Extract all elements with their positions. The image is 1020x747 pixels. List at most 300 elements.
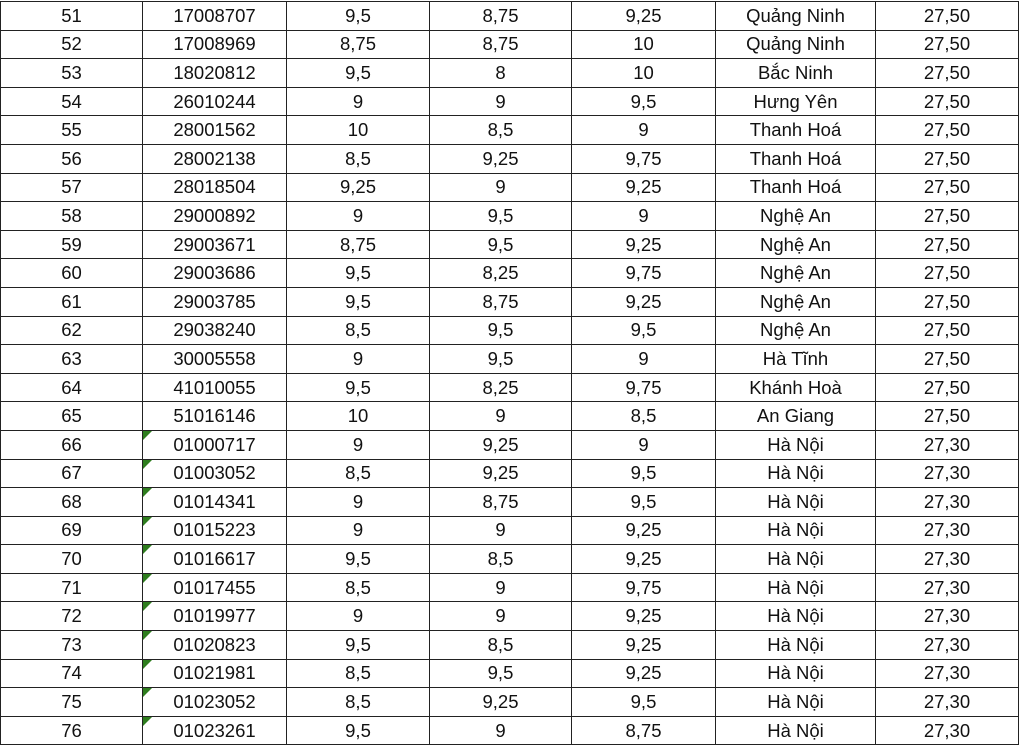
- score-subject-3-cell[interactable]: [572, 688, 716, 717]
- cell-value: 41010055: [173, 376, 256, 398]
- province-cell[interactable]: [716, 116, 876, 145]
- row-number-cell[interactable]: [1, 316, 143, 345]
- province-cell[interactable]: [716, 573, 876, 602]
- score-subject-2-cell[interactable]: [430, 402, 572, 431]
- row-number-cell[interactable]: [1, 459, 143, 488]
- candidate-id-cell[interactable]: [143, 631, 287, 660]
- cell-value: 67: [61, 462, 82, 484]
- province-cell[interactable]: [716, 173, 876, 202]
- cell-value: 53: [61, 61, 82, 83]
- total-score-cell[interactable]: [876, 488, 1019, 517]
- province-cell[interactable]: [716, 402, 876, 431]
- candidate-id-cell[interactable]: [143, 202, 287, 231]
- score-subject-3-cell[interactable]: [572, 173, 716, 202]
- text-format-flag-icon: [143, 660, 152, 669]
- total-score-cell[interactable]: [876, 402, 1019, 431]
- total-score-cell[interactable]: [876, 116, 1019, 145]
- cell-value: An Giang: [756, 405, 835, 427]
- table-row[interactable]: [1, 144, 1019, 173]
- province-cell[interactable]: [716, 259, 876, 288]
- cell-value: 8,5: [487, 119, 514, 141]
- cell-value: 51016146: [173, 405, 256, 427]
- cell-value: 66: [61, 433, 82, 455]
- score-subject-2-cell[interactable]: [430, 316, 572, 345]
- cell-value: 28001562: [173, 119, 256, 141]
- row-number-cell[interactable]: [1, 573, 143, 602]
- row-number-cell[interactable]: [1, 545, 143, 574]
- total-score-cell[interactable]: [876, 230, 1019, 259]
- table-row[interactable]: [1, 459, 1019, 488]
- row-number-cell[interactable]: [1, 202, 143, 231]
- score-subject-3-cell[interactable]: [572, 631, 716, 660]
- table-row[interactable]: [1, 2, 1019, 31]
- score-subject-1-cell[interactable]: [287, 373, 430, 402]
- province-cell[interactable]: [716, 631, 876, 660]
- table-row[interactable]: [1, 230, 1019, 259]
- total-score-cell[interactable]: [876, 202, 1019, 231]
- score-subject-1-cell[interactable]: [287, 30, 430, 59]
- score-table: [0, 1, 1019, 745]
- cell-value: 9: [352, 90, 364, 112]
- total-score-cell[interactable]: [876, 459, 1019, 488]
- cell-value: 27,30: [923, 490, 971, 512]
- score-subject-1-cell[interactable]: [287, 87, 430, 116]
- total-score-cell[interactable]: [876, 345, 1019, 374]
- province-cell[interactable]: [716, 488, 876, 517]
- score-subject-3-cell[interactable]: [572, 430, 716, 459]
- cell-value: 01000717: [173, 433, 256, 455]
- row-number-cell[interactable]: [1, 516, 143, 545]
- score-subject-1-cell[interactable]: [287, 716, 430, 745]
- row-number-cell[interactable]: [1, 144, 143, 173]
- cell-value: 54: [61, 90, 82, 112]
- candidate-id-cell[interactable]: [143, 116, 287, 145]
- cell-value: 55: [61, 119, 82, 141]
- total-score-cell[interactable]: [876, 430, 1019, 459]
- cell-value: Thanh Hoá: [749, 119, 842, 141]
- cell-value: 8,75: [339, 233, 376, 255]
- cell-value: 58: [61, 204, 82, 226]
- row-number-cell[interactable]: [1, 287, 143, 316]
- candidate-id-cell[interactable]: [143, 459, 287, 488]
- total-score-cell[interactable]: [876, 30, 1019, 59]
- cell-value: 9: [352, 433, 364, 455]
- cell-value: Hưng Yên: [753, 90, 838, 112]
- score-subject-3-cell[interactable]: [572, 30, 716, 59]
- province-cell[interactable]: [716, 345, 876, 374]
- table-row[interactable]: [1, 602, 1019, 631]
- cell-value: 27,30: [923, 605, 971, 627]
- cell-value: 8,75: [339, 33, 376, 55]
- cell-value: 9,5: [487, 233, 514, 255]
- score-subject-3-cell[interactable]: [572, 345, 716, 374]
- candidate-id-cell[interactable]: [143, 516, 287, 545]
- cell-value: 9,25: [625, 662, 662, 684]
- cell-value: 71: [61, 576, 82, 598]
- score-subject-3-cell[interactable]: [572, 87, 716, 116]
- score-subject-1-cell[interactable]: [287, 402, 430, 431]
- score-subject-1-cell[interactable]: [287, 259, 430, 288]
- score-subject-2-cell[interactable]: [430, 87, 572, 116]
- row-number-cell[interactable]: [1, 116, 143, 145]
- province-cell[interactable]: [716, 2, 876, 31]
- score-subject-1-cell[interactable]: [287, 545, 430, 574]
- table-row[interactable]: [1, 688, 1019, 717]
- cell-value: 27,30: [923, 519, 971, 541]
- score-subject-1-cell[interactable]: [287, 173, 430, 202]
- row-number-cell[interactable]: [1, 688, 143, 717]
- cell-value: 27,50: [923, 376, 971, 398]
- score-subject-3-cell[interactable]: [572, 602, 716, 631]
- candidate-id-cell[interactable]: [143, 488, 287, 517]
- candidate-id-cell[interactable]: [143, 345, 287, 374]
- province-cell[interactable]: [716, 459, 876, 488]
- table-row[interactable]: [1, 259, 1019, 288]
- score-subject-3-cell[interactable]: [572, 59, 716, 88]
- score-subject-2-cell[interactable]: [430, 373, 572, 402]
- total-score-cell[interactable]: [876, 144, 1019, 173]
- row-number-cell[interactable]: [1, 345, 143, 374]
- table-row[interactable]: [1, 631, 1019, 660]
- score-subject-1-cell[interactable]: [287, 345, 430, 374]
- row-number-cell[interactable]: [1, 716, 143, 745]
- province-cell[interactable]: [716, 516, 876, 545]
- row-number-cell[interactable]: [1, 230, 143, 259]
- cell-value: 65: [61, 405, 82, 427]
- score-subject-3-cell[interactable]: [572, 373, 716, 402]
- province-cell[interactable]: [716, 87, 876, 116]
- score-subject-3-cell[interactable]: [572, 116, 716, 145]
- row-number-cell[interactable]: [1, 430, 143, 459]
- score-subject-3-cell[interactable]: [572, 545, 716, 574]
- total-score-cell[interactable]: [876, 716, 1019, 745]
- cell-value: 01014341: [173, 490, 256, 512]
- total-score-cell[interactable]: [876, 516, 1019, 545]
- score-subject-1-cell[interactable]: [287, 59, 430, 88]
- score-subject-3-cell[interactable]: [572, 402, 716, 431]
- province-cell[interactable]: [716, 688, 876, 717]
- candidate-id-cell[interactable]: [143, 716, 287, 745]
- province-cell[interactable]: [716, 545, 876, 574]
- cell-value: 01016617: [173, 548, 256, 570]
- province-cell[interactable]: [716, 202, 876, 231]
- province-cell[interactable]: [716, 287, 876, 316]
- score-subject-3-cell[interactable]: [572, 659, 716, 688]
- text-format-flag-icon: [143, 488, 152, 497]
- score-subject-2-cell[interactable]: [430, 716, 572, 745]
- cell-value: 9,75: [625, 147, 662, 169]
- candidate-id-cell[interactable]: [143, 573, 287, 602]
- score-subject-2-cell[interactable]: [430, 59, 572, 88]
- score-subject-2-cell[interactable]: [430, 545, 572, 574]
- score-subject-3-cell[interactable]: [572, 573, 716, 602]
- score-subject-3-cell[interactable]: [572, 202, 716, 231]
- cell-value: 27,30: [923, 576, 971, 598]
- total-score-cell[interactable]: [876, 602, 1019, 631]
- score-subject-1-cell[interactable]: [287, 573, 430, 602]
- cell-value: 17008969: [173, 33, 256, 55]
- row-number-cell[interactable]: [1, 87, 143, 116]
- score-subject-3-cell[interactable]: [572, 230, 716, 259]
- score-subject-1-cell[interactable]: [287, 2, 430, 31]
- score-subject-3-cell[interactable]: [572, 716, 716, 745]
- score-subject-2-cell[interactable]: [430, 488, 572, 517]
- candidate-id-cell[interactable]: [143, 2, 287, 31]
- score-subject-2-cell[interactable]: [430, 345, 572, 374]
- cell-value: 27,30: [923, 633, 971, 655]
- score-subject-2-cell[interactable]: [430, 602, 572, 631]
- cell-value: 27,50: [923, 233, 971, 255]
- total-score-cell[interactable]: [876, 545, 1019, 574]
- cell-value: Hà Nội: [767, 576, 824, 598]
- score-subject-1-cell[interactable]: [287, 430, 430, 459]
- score-subject-3-cell[interactable]: [572, 316, 716, 345]
- text-format-flag-icon: [143, 545, 152, 554]
- total-score-cell[interactable]: [876, 659, 1019, 688]
- cell-value: Quảng Ninh: [746, 4, 845, 26]
- cell-value: 27,50: [923, 61, 971, 83]
- cell-value: 01019977: [173, 605, 256, 627]
- row-number-cell[interactable]: [1, 173, 143, 202]
- table-row[interactable]: [1, 59, 1019, 88]
- candidate-id-cell[interactable]: [143, 59, 287, 88]
- province-cell[interactable]: [716, 602, 876, 631]
- score-subject-1-cell[interactable]: [287, 316, 430, 345]
- cell-value: 8,5: [487, 633, 514, 655]
- cell-value: 8,5: [487, 548, 514, 570]
- cell-value: 75: [61, 691, 82, 713]
- cell-value: 9: [495, 576, 506, 598]
- score-subject-2-cell[interactable]: [430, 430, 572, 459]
- row-number-cell[interactable]: [1, 488, 143, 517]
- table-row[interactable]: [1, 573, 1019, 602]
- province-cell[interactable]: [716, 430, 876, 459]
- cell-value: 9: [352, 347, 364, 369]
- candidate-id-cell[interactable]: [143, 230, 287, 259]
- total-score-cell[interactable]: [876, 373, 1019, 402]
- table-row[interactable]: [1, 30, 1019, 59]
- cell-value: 9: [495, 605, 506, 627]
- score-subject-2-cell[interactable]: [430, 573, 572, 602]
- table-row[interactable]: [1, 87, 1019, 116]
- cell-value: 9,25: [625, 519, 662, 541]
- candidate-id-cell[interactable]: [143, 402, 287, 431]
- row-number-cell[interactable]: [1, 2, 143, 31]
- cell-value: 9,5: [345, 4, 371, 26]
- cell-value: 9,25: [482, 433, 519, 455]
- row-number-cell[interactable]: [1, 631, 143, 660]
- cell-value: 9,5: [630, 319, 657, 341]
- cell-value: 8,5: [345, 691, 371, 713]
- table-row[interactable]: [1, 430, 1019, 459]
- score-subject-1-cell[interactable]: [287, 688, 430, 717]
- total-score-cell[interactable]: [876, 573, 1019, 602]
- cell-value: 9,25: [625, 605, 662, 627]
- cell-value: 01023261: [173, 719, 256, 741]
- cell-value: 74: [61, 662, 82, 684]
- score-subject-3-cell[interactable]: [572, 287, 716, 316]
- cell-value: 10: [347, 119, 369, 141]
- candidate-id-cell[interactable]: [143, 144, 287, 173]
- total-score-cell[interactable]: [876, 59, 1019, 88]
- score-subject-1-cell[interactable]: [287, 144, 430, 173]
- cell-value: 26010244: [173, 90, 256, 112]
- total-score-cell[interactable]: [876, 2, 1019, 31]
- table-row[interactable]: [1, 716, 1019, 745]
- table-row[interactable]: [1, 202, 1019, 231]
- cell-value: 52: [61, 33, 82, 55]
- candidate-id-cell[interactable]: [143, 30, 287, 59]
- score-subject-1-cell[interactable]: [287, 516, 430, 545]
- row-number-cell[interactable]: [1, 259, 143, 288]
- province-cell[interactable]: [716, 373, 876, 402]
- score-subject-2-cell[interactable]: [430, 2, 572, 31]
- cell-value: 01020823: [173, 633, 256, 655]
- table-row[interactable]: [1, 373, 1019, 402]
- table-row[interactable]: [1, 173, 1019, 202]
- candidate-id-cell[interactable]: [143, 688, 287, 717]
- cell-value: 9: [495, 176, 506, 198]
- province-cell[interactable]: [716, 30, 876, 59]
- text-format-flag-icon: [143, 517, 152, 526]
- total-score-cell[interactable]: [876, 173, 1019, 202]
- score-subject-3-cell[interactable]: [572, 516, 716, 545]
- candidate-id-cell[interactable]: [143, 316, 287, 345]
- score-subject-2-cell[interactable]: [430, 202, 572, 231]
- score-subject-3-cell[interactable]: [572, 259, 716, 288]
- province-cell[interactable]: [716, 716, 876, 745]
- total-score-cell[interactable]: [876, 631, 1019, 660]
- cell-value: 9,25: [625, 290, 662, 312]
- cell-value: 9: [352, 519, 364, 541]
- cell-value: 27,30: [923, 462, 971, 484]
- cell-value: 27,30: [923, 719, 971, 741]
- candidate-id-cell[interactable]: [143, 545, 287, 574]
- cell-value: Hà Nội: [767, 691, 824, 713]
- cell-value: 8: [495, 61, 506, 83]
- table-row[interactable]: [1, 659, 1019, 688]
- cell-value: 63: [61, 347, 82, 369]
- cell-value: 9,25: [339, 176, 376, 198]
- score-subject-1-cell[interactable]: [287, 230, 430, 259]
- score-subject-1-cell[interactable]: [287, 202, 430, 231]
- cell-value: 10: [633, 33, 654, 55]
- cell-value: Hà Nội: [767, 462, 824, 484]
- row-number-cell[interactable]: [1, 402, 143, 431]
- table-row[interactable]: [1, 316, 1019, 345]
- score-subject-2-cell[interactable]: [430, 659, 572, 688]
- score-subject-1-cell[interactable]: [287, 287, 430, 316]
- score-subject-2-cell[interactable]: [430, 230, 572, 259]
- table-row[interactable]: [1, 116, 1019, 145]
- cell-value: 27,30: [923, 662, 971, 684]
- cell-value: 9,75: [625, 576, 662, 598]
- table-row[interactable]: [1, 402, 1019, 431]
- cell-value: 01021981: [173, 662, 256, 684]
- score-subject-3-cell[interactable]: [572, 2, 716, 31]
- candidate-id-cell[interactable]: [143, 87, 287, 116]
- cell-value: 9,5: [345, 719, 371, 741]
- province-cell[interactable]: [716, 316, 876, 345]
- candidate-id-cell[interactable]: [143, 287, 287, 316]
- total-score-cell[interactable]: [876, 87, 1019, 116]
- cell-value: 76: [61, 719, 82, 741]
- total-score-cell[interactable]: [876, 688, 1019, 717]
- row-number-cell[interactable]: [1, 659, 143, 688]
- cell-value: 9: [638, 204, 649, 226]
- row-number-cell[interactable]: [1, 59, 143, 88]
- score-subject-2-cell[interactable]: [430, 173, 572, 202]
- score-subject-1-cell[interactable]: [287, 602, 430, 631]
- score-subject-2-cell[interactable]: [430, 516, 572, 545]
- score-subject-2-cell[interactable]: [430, 144, 572, 173]
- cell-value: 9,25: [625, 633, 662, 655]
- score-subject-2-cell[interactable]: [430, 459, 572, 488]
- cell-value: 9: [352, 490, 364, 512]
- row-number-cell[interactable]: [1, 602, 143, 631]
- cell-value: 9,25: [482, 691, 519, 713]
- score-subject-2-cell[interactable]: [430, 287, 572, 316]
- cell-value: 27,50: [923, 176, 971, 198]
- score-subject-1-cell[interactable]: [287, 488, 430, 517]
- cell-value: 9: [495, 405, 506, 427]
- score-subject-3-cell[interactable]: [572, 488, 716, 517]
- cell-value: 8,5: [345, 147, 371, 169]
- cell-value: 9,5: [630, 490, 657, 512]
- cell-value: 30005558: [173, 347, 256, 369]
- province-cell[interactable]: [716, 144, 876, 173]
- score-subject-3-cell[interactable]: [572, 459, 716, 488]
- cell-value: 62: [61, 319, 82, 341]
- score-subject-2-cell[interactable]: [430, 259, 572, 288]
- cell-value: 9: [638, 119, 649, 141]
- candidate-id-cell[interactable]: [143, 430, 287, 459]
- table-row[interactable]: [1, 287, 1019, 316]
- total-score-cell[interactable]: [876, 259, 1019, 288]
- table-row[interactable]: [1, 516, 1019, 545]
- province-cell[interactable]: [716, 659, 876, 688]
- candidate-id-cell[interactable]: [143, 602, 287, 631]
- score-subject-2-cell[interactable]: [430, 631, 572, 660]
- cell-value: 9,25: [625, 548, 662, 570]
- cell-value: 27,50: [923, 319, 971, 341]
- score-subject-1-cell[interactable]: [287, 659, 430, 688]
- row-number-cell[interactable]: [1, 373, 143, 402]
- score-subject-1-cell[interactable]: [287, 116, 430, 145]
- score-subject-2-cell[interactable]: [430, 30, 572, 59]
- score-subject-1-cell[interactable]: [287, 459, 430, 488]
- table-row[interactable]: [1, 488, 1019, 517]
- row-number-cell[interactable]: [1, 30, 143, 59]
- cell-value: 27,50: [923, 405, 971, 427]
- total-score-cell[interactable]: [876, 316, 1019, 345]
- candidate-id-cell[interactable]: [143, 173, 287, 202]
- total-score-cell[interactable]: [876, 287, 1019, 316]
- candidate-id-cell[interactable]: [143, 373, 287, 402]
- cell-value: 27,50: [923, 204, 971, 226]
- score-subject-2-cell[interactable]: [430, 116, 572, 145]
- candidate-id-cell[interactable]: [143, 659, 287, 688]
- score-subject-3-cell[interactable]: [572, 144, 716, 173]
- candidate-id-cell[interactable]: [143, 259, 287, 288]
- table-row[interactable]: [1, 345, 1019, 374]
- province-cell[interactable]: [716, 230, 876, 259]
- table-row[interactable]: [1, 545, 1019, 574]
- score-subject-2-cell[interactable]: [430, 688, 572, 717]
- cell-value: 9,25: [625, 4, 662, 26]
- province-cell[interactable]: [716, 59, 876, 88]
- score-subject-1-cell[interactable]: [287, 631, 430, 660]
